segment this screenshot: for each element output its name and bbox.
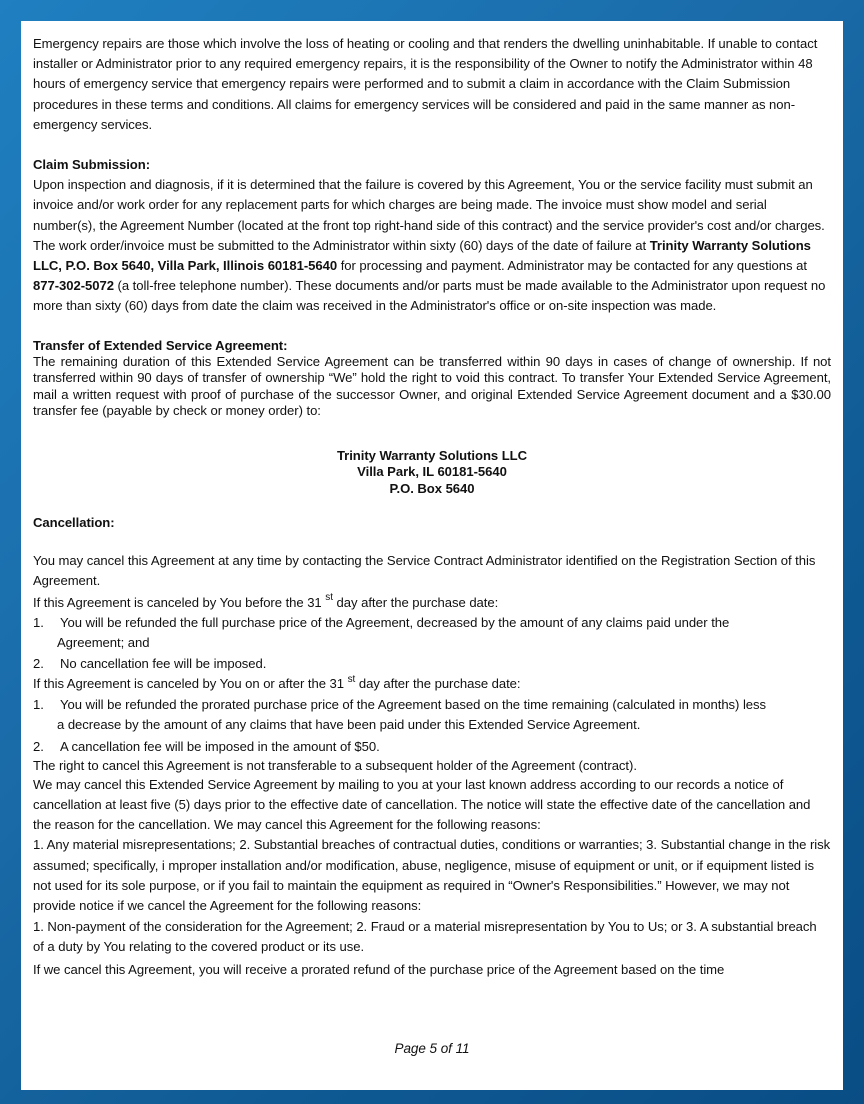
- emergency-repairs-paragraph: Emergency repairs are those which involve the loss of heating or cooling and that renders the dwelling uninhabitable. If unable to contact installer or Administrator prior to any required emergency repairs, it is the responsibility of the Owner to notify the Administrator within 48 hours of emergency service that emergency repairs were performed and to submit a claim in accordance with the Claim Submission procedures in these terms and conditions. All claims for emergency services will be considered and paid in the same manner as non-emergency services.: [33, 36, 818, 132]
- list-item-number: 2.: [33, 656, 44, 672]
- we-may-cancel-paragraph: We may cancel this Extended Service Agreement by mailing to you at your last known address according to our records a notice of cancellation at least five (5) days prior to the effective date of cancellation. The notice will state the effective date of the cancellation and the reason for the cancellation. We may cancel this Agreement for the following reasons:: [33, 776, 811, 833]
- list-item-text: You will be refunded the full purchase price of the Agreement, decreased by the amount of any claims paid under the: [60, 614, 730, 630]
- list-item-continuation: Agreement; and: [57, 635, 150, 651]
- transfer-mailing-address: [33, 448, 831, 498]
- list-item: [33, 695, 831, 735]
- cancel-not-transferable: The right to cancel this Agreement is not transferable to a subsequent holder of the Agreement (contract).: [33, 758, 637, 774]
- list-item-number: 2.: [33, 739, 44, 755]
- cancel-before-sup: st: [325, 592, 333, 604]
- no-notice-reasons-paragraph: 1. Non-payment of the consideration for the Agreement; 2. Fraud or a material misrepresentation by You to Us; or 3. A substantial breach of a duty by You relating to the covered product or its use.: [33, 919, 817, 955]
- list-item-text: No cancellation fee will be imposed.: [60, 656, 267, 672]
- claim-mailing-address: Trinity Warranty Solutions LLC, P.O. Box 5640, Villa Park, Illinois 60181-5640: [33, 237, 811, 274]
- list-item: [33, 737, 831, 757]
- refund-paragraph: If we cancel this Agreement, you will receive a prorated refund of the purchase price of the Agreement based on the time: [33, 961, 725, 977]
- transfer-paragraph: The remaining duration of this Extended Service Agreement can be transferred within 90 days in cases of change of ownership. If not transferred within 90 days of transfer of ownership “We” hold the right to void this contract. To transfer Your Extended Service Agreement, mail a written request with proof of purchase of the successor Owner, and original Extended Service Agreement document and a $30.00 transfer fee (payable by check or money order) to:: [33, 353, 831, 419]
- cancel-after-pre: If this Agreement is canceled by You on or after the 31: [33, 676, 348, 692]
- cancellation-intro: You may cancel this Agreement at any time by contacting the Service Contract Administrator identified on the Registration Section of this Agreement.: [33, 553, 816, 589]
- list-item: [33, 654, 831, 674]
- cancel-before-post: day after the purchase date:: [332, 594, 499, 610]
- document-page: [21, 21, 843, 1090]
- cancel-before-31st-line: [33, 593, 831, 613]
- address-line-city: Villa Park, IL 60181-5640: [357, 464, 507, 480]
- list-item-text: You will be refunded the prorated purchase price of the Agreement based on the time remaining (calculated in months) less: [60, 696, 767, 712]
- list-item-text: A cancellation fee will be imposed in the amount of $50.: [60, 739, 380, 755]
- claim-submission-paragraph: [33, 175, 831, 316]
- address-line-company: Trinity Warranty Solutions LLC: [336, 447, 528, 463]
- cancel-after-sup: st: [347, 674, 356, 686]
- claim-submission-heading: Claim Submission:: [33, 157, 151, 173]
- cancel-reasons-paragraph: 1. Any material misrepresentations; 2. Substantial breaches of contractual duties, conditions or warranties; 3. Substantial change in the risk assumed; specifically, i mproper installation and/or modification, abuse, negligence, misuse of equipment or unit, or if equipment listed is not used for its sole purpose, or if you fail to maintain the equipment as required in “Owner's Responsibilities.” However, we may not provide notice if we cancel the Agreement for the following reasons:: [33, 837, 831, 913]
- list-item-continuation: a decrease by the amount of any claims that have been paid under this Extended Service Agreement.: [57, 716, 641, 732]
- cancel-after-31st-line: [33, 674, 831, 694]
- cancel-before-pre: If this Agreement is canceled by You before the 31: [33, 594, 326, 610]
- page-number-footer: Page 5 of 11: [394, 1041, 470, 1056]
- claim-text-2: for processing and payment. Administrator may be contacted for any questions at: [337, 258, 807, 274]
- list-item-number: 1.: [33, 614, 44, 630]
- claim-text-1: Upon inspection and diagnosis, if it is determined that the failure is covered by this Agreement, You or the service facility must submit an invoice and/or work order for any replacement parts for which charges are being made. The invoice must show model and serial number(s), the Agreement Number (located at the front top right-hand side of this contract) and the service provider's cost and/or charges. The work order/invoice must be submitted to the Administrator within sixty (60) days of the date of failure at: [33, 177, 825, 253]
- claim-phone-number: 877-302-5072: [33, 278, 114, 294]
- list-item: [33, 613, 831, 653]
- cancel-after-post: day after the purchase date:: [355, 676, 521, 692]
- claim-text-3: (a toll-free telephone number). These documents and/or parts must be made available to the Administrator upon request no more than sixty (60) days from date the claim was received in the Administrator's office or on-site inspection was made.: [33, 278, 826, 314]
- list-item-number: 1.: [33, 696, 44, 712]
- cancellation-heading: Cancellation:: [33, 515, 115, 531]
- transfer-heading: Transfer of Extended Service Agreement:: [33, 337, 288, 353]
- address-line-po-box: P.O. Box 5640: [389, 481, 475, 497]
